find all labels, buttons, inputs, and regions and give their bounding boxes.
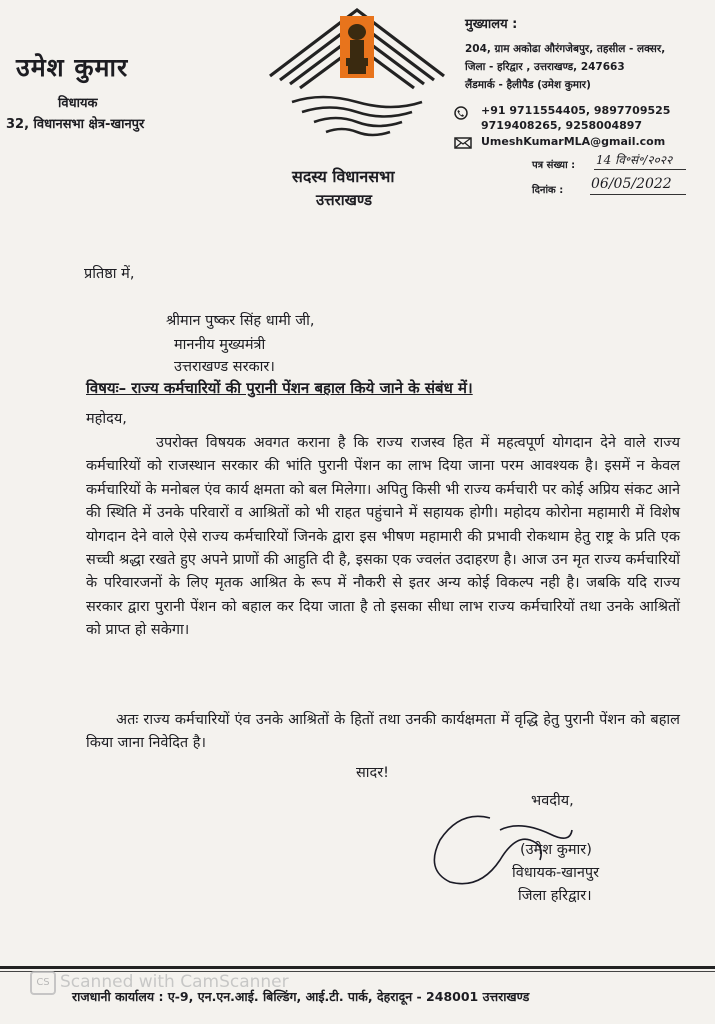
office-label: मुख्यालय : — [465, 17, 518, 32]
phone-numbers: 9719408265, 9258004897 — [481, 119, 643, 132]
recipient-line: माननीय मुख्यमंत्री — [174, 337, 266, 353]
scanner-watermark: Scanned with CamScanner — [60, 972, 289, 992]
address-line: 204, ग्राम अकोढा औरंगजेबपुर, तहसील - लक्सर, — [465, 43, 666, 55]
camscanner-logo-icon: CS — [30, 971, 56, 995]
emblem-title: सदस्य विधानसभा — [292, 167, 395, 186]
sender-name: उमेश कुमार — [16, 53, 129, 82]
recipient-line: श्रीमान पुष्कर सिंह धामी जी, — [166, 313, 315, 329]
letter-number-value: 14 वि॰सं॰/२०२२ — [596, 153, 673, 167]
phone-icon — [454, 106, 468, 120]
footer-address: राजधानी कार्यालय : ए-9, एन.एन.आई. बिल्डिंग, आई.टी. पार्क, देहरादून - 248001 उत्तराखण्ड — [72, 989, 530, 1004]
letter-number-label: पत्र संख्या : — [532, 160, 576, 171]
date-label: दिनांक : — [532, 185, 564, 196]
signatory-post: विधायक-खानपुर — [512, 865, 600, 881]
signatory-district: जिला हरिद्वार। — [518, 888, 592, 904]
letter-subject: विषयः– राज्य कर्मचारियों की पुरानी पेंशन बहाल किये जाने के संबंध में। — [86, 379, 473, 397]
emblem-state: उत्तराखण्ड — [316, 191, 373, 209]
recipient-line: उत्तराखण्ड सरकार। — [174, 359, 275, 375]
uttarakhand-emblem-icon — [262, 6, 452, 156]
date-value: 06/05/2022 — [591, 176, 672, 192]
sender-constituency: 32, विधानसभा क्षेत्र-खानपुर — [6, 117, 145, 132]
address-line: जिला - हरिद्वार , उत्तराखण्ड, 247663 — [465, 61, 625, 73]
mail-icon — [454, 137, 472, 149]
address-line: लैंडमार्क - हैलीपैड (उमेश कुमार) — [465, 79, 591, 91]
salutation: महोदय, — [86, 411, 127, 427]
closing: सादर! — [356, 765, 390, 781]
email-address: UmeshKumarMLA@gmail.com — [481, 135, 666, 148]
body-paragraph: अतः राज्य कर्मचारियों एंव उनके आश्रितों के हितों तथा उनकी कार्यक्षमता में वृद्धि हेतु पुरानी पेंशन को बहाल किया जाना निवेदित है। — [86, 712, 680, 752]
sender-post: विधायक — [58, 96, 98, 111]
footer-rule — [0, 966, 715, 969]
phone-numbers: +91 9711554405, 9897709525 — [481, 104, 671, 117]
body-paragraph: उपरोक्त विषयक अवगत कराना है कि राज्य राजस्व हित में महत्वपूर्ण योगदान देने वाले राज्य कर्मचारियों को राजस्थान सरकार की भांति पुरानी पेंशन का लाभ दिया जाना परम आवश्यक है। इसमें न केवल कर्मचारियों के मनोबल एंव कार्य क्षमता को बल मिलेगा। अपितु किसी भी राज्य कर्मचारी पर कोई अप्रिय संकट आने की स्थिति में उनके परिवारों व आश्रितों को भी राहत पहुंचाने में सहायक होगी। महोदय कोरोना महामारी में विशेष योगदान देने वाले ऐसे राज्य कर्मचारियों जिनके द्वारा इस भीषण महामारी की प्रभावी रोकथाम हेतु राष्ट्र के प्रति एक सच्ची श्रद्धा रखते हुए अपने प्राणों की आहुति दी है, इसका एक ज्वलंत उदाहरण है। आज उन मृत राज्य कर्मचारियों के परिवारजनों के लिए मृतक आश्रित के रूप में नौकरी से इतर अन्य कोई विकल्प नही है। जबकि यदि राज्य सरकार द्वारा पुरानी पेंशन को बहाल कर दिया जाता है तो इसका सीधा लाभ राज्य कर्मचारियों तथा उनके आश्रितों को प्राप्त हो सकेगा। — [86, 435, 680, 639]
letter-to: प्रतिष्ठा में, — [84, 266, 135, 282]
signatory-name: (उमेश कुमार) — [520, 842, 592, 858]
yours-faithfully: भवदीय, — [531, 793, 574, 809]
handwritten-underline — [594, 169, 686, 170]
handwritten-underline — [590, 194, 686, 195]
